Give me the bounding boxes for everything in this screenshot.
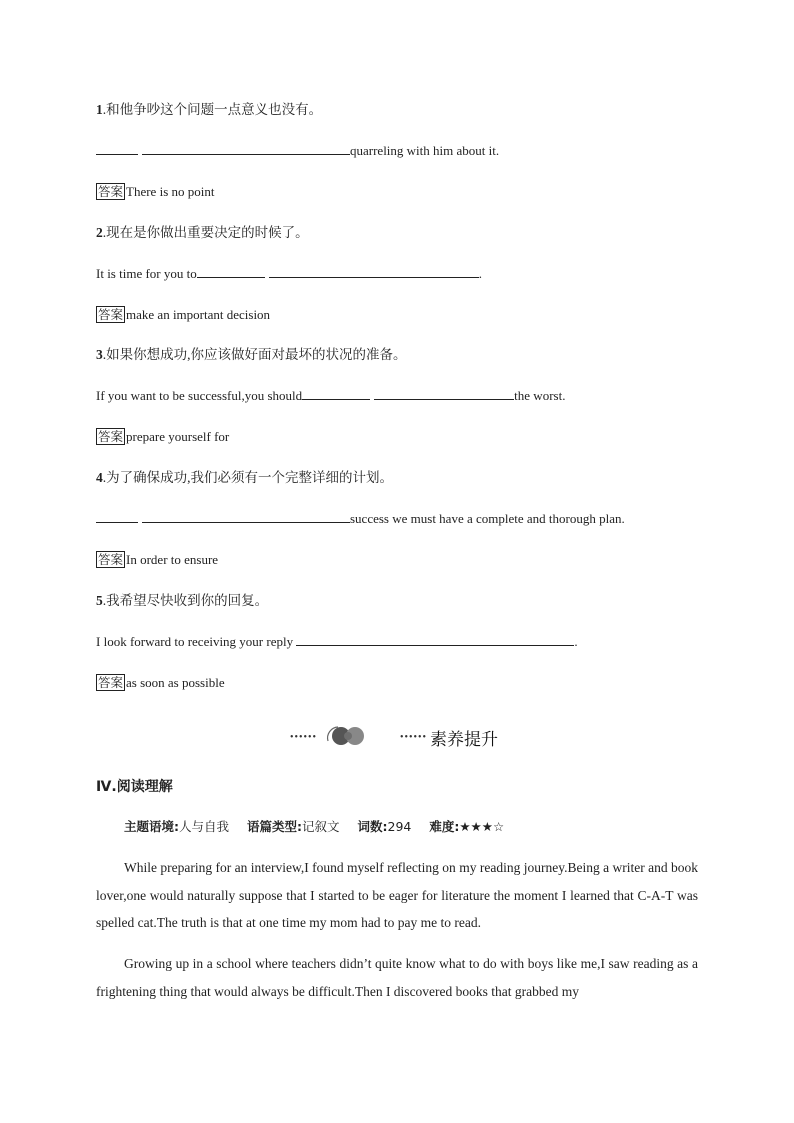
sentence-before: I look forward to receiving your reply [96, 634, 294, 649]
question-1-prompt [96, 101, 322, 119]
question-number: 1 [96, 102, 103, 117]
question-text: .和他争吵这个问题一点意义也没有。 [102, 102, 323, 117]
question-2-prompt [96, 224, 309, 242]
answer-text: There is no point [126, 184, 215, 199]
section-header [290, 723, 520, 749]
question-4-prompt [96, 469, 393, 487]
question-number: 4 [96, 470, 103, 485]
answer-text: make an important decision [126, 307, 271, 322]
question-3-prompt [96, 346, 407, 364]
question-5-answer [96, 674, 225, 692]
answer-text: as soon as possible [126, 675, 225, 690]
question-text: .现在是你做出重要决定的时候了。 [102, 225, 309, 240]
passage-paragraph-1: While preparing for an interview,I found myself reflecting on my reading journey.Being a writer and book lover,one would naturally suppose that I started to be eager for literature the moment I learned that C-A-T was spelled cat.The truth is that at one time my mom had to pay me to read. [96, 860, 698, 930]
answer-label: 答案 [98, 429, 124, 444]
answer-text: In order to ensure [126, 552, 219, 567]
answer-blank [142, 510, 350, 523]
type-value: 记叙文 [302, 819, 340, 834]
passage-paragraph-2: Growing up in a school where teachers didn’t quite know what to do with boys like me,I saw reading as a frightening thing that would always be difficult.Then I discovered books that grabbed my [96, 956, 698, 999]
theme-value: 人与自我 [179, 819, 230, 834]
answer-blank [269, 265, 479, 278]
difficulty-stars: ★★★☆ [459, 819, 505, 834]
sentence-before: If you want to be successful,you should [96, 388, 303, 403]
dots-right: •••••• [400, 732, 428, 743]
question-2-answer [96, 306, 270, 324]
question-3-answer [96, 428, 229, 446]
answer-blank [374, 387, 514, 400]
section-title: 素养提升 [430, 730, 498, 750]
question-1-sentence [96, 142, 499, 160]
passage-meta [124, 817, 518, 835]
question-text: .我希望尽快收到你的回复。 [102, 593, 269, 608]
answer-blank [302, 387, 370, 400]
answer-label: 答案 [98, 675, 124, 690]
words-label: 词数: [357, 819, 388, 834]
question-number: 5 [96, 593, 103, 608]
answer-text: prepare yourself for [126, 429, 230, 444]
question-4-answer [96, 551, 218, 569]
sentence-after: the worst. [514, 388, 566, 403]
answer-blank [197, 265, 265, 278]
part-title: Ⅳ.阅读理解 [96, 779, 173, 795]
question-number: 2 [96, 225, 103, 240]
question-5-sentence [96, 633, 578, 651]
answer-label: 答案 [98, 307, 124, 322]
difficulty-label: 难度: [429, 819, 460, 834]
question-3-sentence [96, 387, 565, 405]
answer-label: 答案 [98, 184, 124, 199]
answer-blank [96, 142, 138, 155]
circles-icon [324, 723, 370, 749]
question-text: .为了确保成功,我们必须有一个完整详细的计划。 [102, 470, 393, 485]
type-label: 语篇类型: [247, 819, 302, 834]
answer-blank [142, 142, 350, 155]
dots-left: •••••• [290, 732, 318, 743]
answer-blank [296, 633, 574, 646]
question-number: 3 [96, 347, 103, 362]
question-text: .如果你想成功,你应该做好面对最坏的状况的准备。 [102, 347, 407, 362]
answer-label: 答案 [98, 552, 124, 567]
sentence-after: . [478, 266, 482, 281]
theme-label: 主题语境: [124, 819, 179, 834]
question-2-sentence [96, 265, 482, 283]
answer-blank [96, 510, 138, 523]
question-1-answer [96, 183, 214, 201]
question-4-sentence [96, 510, 625, 528]
sentence-after: success we must have a complete and thorough plan. [350, 511, 625, 526]
words-value: 294 [387, 819, 412, 834]
sentence-before: It is time for you to [96, 266, 197, 281]
question-5-prompt [96, 592, 268, 610]
sentence-after: quarreling with him about it. [350, 143, 500, 158]
sentence-after: . [574, 634, 578, 649]
